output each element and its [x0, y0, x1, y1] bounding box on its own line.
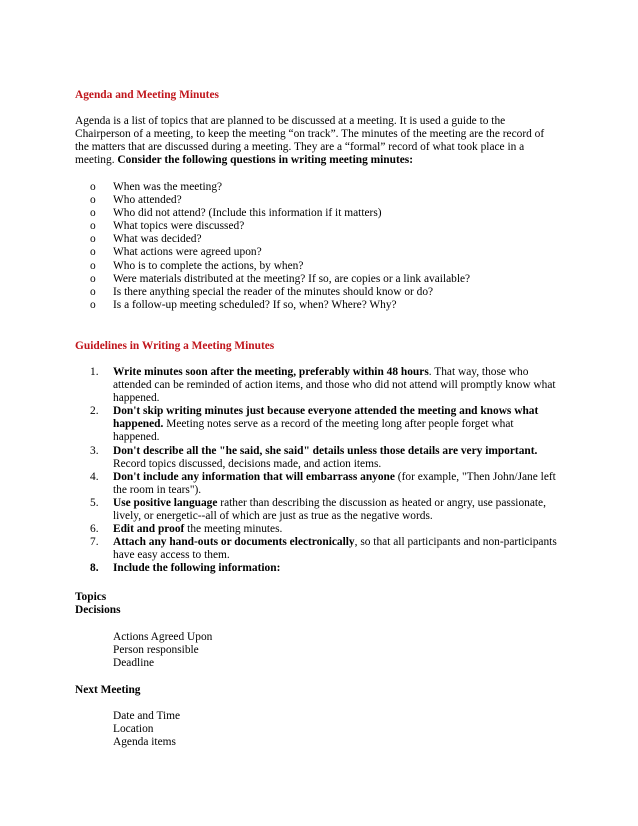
guideline-line: attended can be reminded of action items, and those who did not attend will promptly know what	[113, 379, 556, 392]
intro-last-plain: meeting.	[75, 154, 118, 167]
list-item: Person responsible	[113, 644, 199, 657]
list-item	[90, 246, 470, 259]
next-meeting-list	[113, 710, 180, 749]
guideline-item	[90, 562, 557, 575]
guideline-line: happened.	[113, 431, 160, 444]
guideline-item	[90, 523, 557, 536]
guideline-bold: happened.	[113, 418, 164, 431]
bullet-icon: o	[90, 272, 96, 285]
guideline-item	[90, 445, 557, 471]
list-item: Location	[113, 723, 154, 736]
list-item	[90, 181, 470, 194]
bullet-icon: o	[90, 246, 96, 259]
guideline-number: 2.	[90, 405, 99, 418]
question-text: Who did not attend? (Include this information if it matters)	[113, 207, 382, 220]
guideline-number: 4.	[90, 470, 99, 483]
intro-line: Chairperson of a meeting, to keep the meeting “on track”. The minutes of the meeting are the record of	[75, 128, 545, 141]
guidelines-list	[90, 366, 557, 576]
question-text: What actions were agreed upon?	[113, 246, 262, 259]
bullet-icon: o	[90, 259, 96, 272]
guideline-item	[90, 471, 557, 497]
questions-list	[90, 181, 470, 312]
guideline-text: , so that all participants and non-participants	[354, 536, 557, 549]
guideline-number: 7.	[90, 536, 99, 549]
section-heading-agenda: Agenda and Meeting Minutes	[75, 89, 219, 101]
bullet-icon: o	[90, 285, 96, 298]
guideline-item	[90, 366, 557, 405]
guideline-line: Record topics discussed, decisions made, and action items.	[113, 457, 382, 470]
guideline-number: 5.	[90, 496, 99, 509]
guideline-line: happened.	[113, 392, 160, 405]
guideline-bold: Don't describe all the "he said, she said" details unless those details are very important.	[113, 444, 538, 457]
guideline-line: lively, or energetic--all of which are just as true as the negative words.	[113, 510, 433, 523]
intro-line: the matters that are discussed during a meeting. They are a “formal” record of what took place in a	[75, 141, 525, 154]
list-item	[90, 260, 470, 273]
decisions-list	[113, 631, 212, 670]
guideline-bold: Write minutes soon after the meeting, preferably within 48 hours	[113, 366, 429, 378]
list-item: Deadline	[113, 657, 155, 670]
guideline-item	[90, 405, 557, 444]
bullet-icon: o	[90, 298, 96, 311]
topics-label: Topics	[75, 591, 107, 603]
decisions-label: Decisions	[75, 604, 121, 616]
guideline-number: 1.	[90, 366, 99, 378]
question-text: What was decided?	[113, 233, 202, 246]
question-text: Who attended?	[113, 194, 182, 207]
guideline-bold: Use positive language	[113, 496, 218, 509]
list-item	[90, 273, 470, 286]
guideline-bold: Don't include any information that will embarrass anyone	[113, 470, 395, 483]
bullet-icon: o	[90, 181, 96, 193]
guideline-item	[90, 497, 557, 523]
guideline-number: 8.	[90, 562, 99, 575]
list-item	[90, 194, 470, 207]
next-meeting-label: Next Meeting	[75, 684, 141, 696]
bullet-icon: o	[90, 207, 96, 220]
list-item: Actions Agreed Upon	[113, 631, 213, 643]
guideline-line: the room in tears").	[113, 483, 202, 496]
list-item: Date and Time	[113, 710, 181, 722]
guideline-line: have easy access to them.	[113, 549, 230, 562]
guideline-item	[90, 536, 557, 562]
guideline-number: 3.	[90, 444, 99, 457]
list-item	[90, 207, 470, 220]
question-text: Who is to complete the actions, by when?	[113, 259, 304, 272]
guideline-text: the meeting minutes.	[184, 523, 283, 536]
question-text: Is a follow-up meeting scheduled? If so, when? Where? Why?	[113, 298, 397, 311]
bullet-icon: o	[90, 233, 96, 246]
question-text: Were materials distributed at the meeting? If so, are copies or a link available?	[113, 272, 471, 285]
guideline-text: rather than describing the discussion as heated or angry, use passionate,	[217, 496, 546, 509]
list-item: Agenda items	[113, 736, 176, 749]
guideline-text: Meeting notes serve as a record of the meeting long after people forget what	[163, 418, 514, 431]
guideline-bold: Attach any hand-outs or documents electronically	[113, 536, 355, 549]
question-text: What topics were discussed?	[113, 220, 245, 233]
guideline-text: (for example, "Then John/Jane left	[394, 470, 556, 483]
list-item	[90, 233, 470, 246]
section-heading-guidelines: Guidelines in Writing a Meeting Minutes	[75, 340, 275, 352]
question-text: When was the meeting?	[113, 181, 223, 193]
list-item	[90, 286, 470, 299]
intro-last-bold: Consider the following questions in writing meeting minutes:	[117, 154, 414, 167]
intro-paragraph	[75, 115, 570, 167]
guideline-bold: Don't skip writing minutes just because everyone attended the meeting and knows what	[113, 405, 539, 418]
list-item	[90, 299, 470, 312]
guideline-text: . That way, those who	[428, 366, 529, 378]
intro-line: Agenda is a list of topics that are planned to be discussed at a meeting. It is used a guide to the	[75, 115, 506, 127]
intro-line-last	[75, 154, 570, 167]
list-item	[90, 220, 470, 233]
bullet-icon: o	[90, 194, 96, 207]
guideline-number: 6.	[90, 523, 99, 536]
guideline-bold: Edit and proof	[113, 523, 185, 536]
bullet-icon: o	[90, 220, 96, 233]
question-text: Is there anything special the reader of the minutes should know or do?	[113, 285, 434, 298]
guideline-bold: Include the following information:	[113, 562, 281, 575]
